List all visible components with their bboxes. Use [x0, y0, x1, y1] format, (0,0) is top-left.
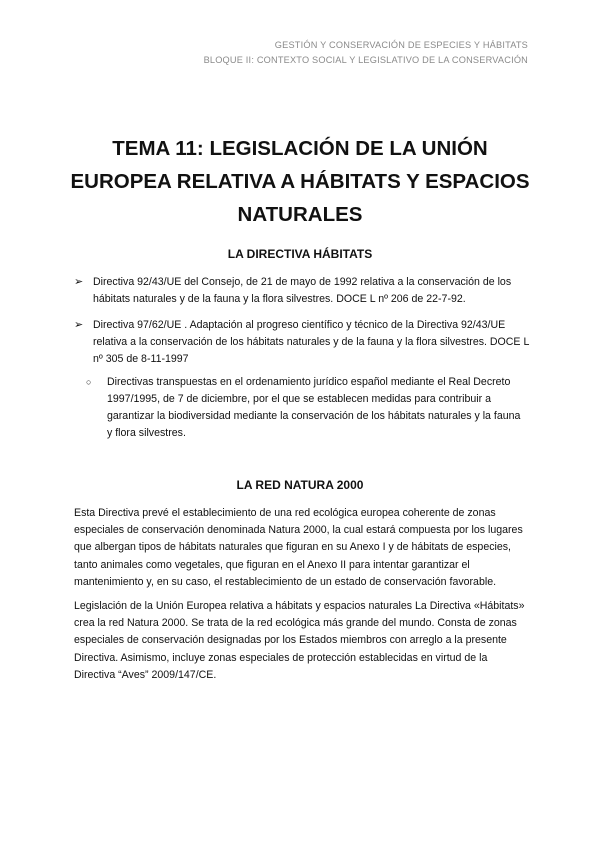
- header-block-title: BLOQUE II: CONTEXTO SOCIAL Y LEGISLATIVO DE LA CONSERVACIÓN: [203, 54, 528, 65]
- arrow-bullet-icon: ➢: [74, 276, 84, 288]
- header-course-title: GESTIÓN Y CONSERVACIÓN DE ESPECIES Y HÁBITATS: [274, 40, 528, 50]
- bullet-line: Directiva 97/62/UE . Adaptación al progreso científico y técnico de la Directiva 92/43/UE: [93, 319, 506, 331]
- sub-bullet-line: y flora silvestres.: [107, 427, 186, 439]
- sub-bullet-text: [107, 374, 526, 442]
- bullet-item: [74, 274, 520, 308]
- page-title: [60, 132, 540, 231]
- circle-bullet-icon: ○: [86, 377, 92, 387]
- sub-bullet-item: [86, 374, 526, 442]
- paragraph-line: que albergan tipos de hábitats naturales que figuran en su Anexo I y de hábitats de especies,: [74, 541, 512, 554]
- paragraph-line: especiales de conservación designadas por los Estados miembros con arreglo a la presente: [74, 634, 507, 647]
- title-line-1: TEMA 11: LEGISLACIÓN DE LA UNIÓN: [112, 137, 488, 160]
- title-line-3: NATURALES: [237, 203, 363, 226]
- bullet-line: Directiva 92/43/UE del Consejo, de 21 de mayo de 1992 relativa a la conservación de los: [93, 276, 512, 288]
- sub-bullet-line: 1997/1995, de 7 de diciembre, por el que se establecen medidas para contribuir a: [107, 393, 491, 405]
- paragraph-line: Esta Directiva prevé el establecimiento de una red ecológica europea coherente de zonas: [74, 507, 496, 519]
- bullet-line: relativa a la conservación de los hábitats naturales y de la fauna y la flora silvestres. DOCE L: [93, 336, 530, 348]
- bullet-item: [74, 317, 530, 368]
- paragraph-line: especiales de conservación denominada Natura 2000, la cual estará compuesta por los lugares: [74, 524, 523, 537]
- bullet-line: nº 305 de 8-11-1997: [93, 353, 189, 365]
- paragraph-line: Legislación de la Unión Europea relativa a hábitats y espacios naturales La Directiva «Hábitats»: [74, 600, 525, 612]
- paragraph-line: tanto animales como vegetales, que figuran en el Anexo II para intentar garantizar el: [74, 558, 470, 571]
- paragraph-line: crea la red Natura 2000. Se trata de la red ecológica más grande del mundo. Consta de zonas: [74, 617, 517, 630]
- sub-bullet-line: garantizar la biodiversidad mediante la conservación de los hábitats naturales y la fauna: [107, 410, 521, 422]
- title-line-2: EUROPEA RELATIVA A HÁBITATS Y ESPACIOS: [70, 170, 530, 193]
- section-heading-directiva: LA DIRECTIVA HÁBITATS: [227, 247, 373, 261]
- bullet-line: hábitats naturales y de la fauna y la flora silvestres. DOCE L nº 206 de 22-7-92.: [93, 293, 466, 305]
- paragraph-line: Directiva. Asimismo, incluye zonas especiales de protección establecidas en virtud de la: [74, 651, 488, 664]
- paragraph: [74, 505, 534, 591]
- sub-bullet-line: Directivas transpuestas en el ordenamiento jurídico español mediante el Real Decreto: [107, 376, 511, 388]
- paragraph-line: mantenimiento y, en su caso, el restablecimiento de un estado de conservación favorable.: [74, 575, 497, 588]
- section-heading-red-natura: LA RED NATURA 2000: [236, 478, 364, 492]
- paragraph: [74, 598, 534, 684]
- arrow-bullet-icon: ➢: [74, 319, 84, 331]
- paragraph-line: Directiva “Aves” 2009/147/CE.: [74, 668, 217, 681]
- bullet-text: [93, 317, 530, 368]
- running-header: [204, 38, 528, 67]
- bullet-text: [93, 274, 520, 308]
